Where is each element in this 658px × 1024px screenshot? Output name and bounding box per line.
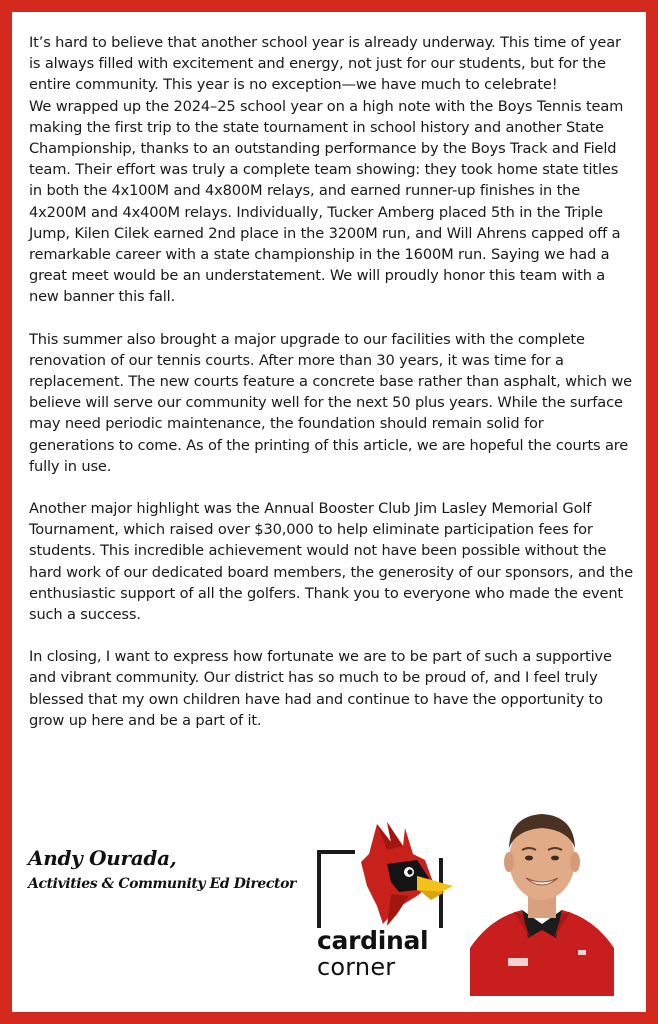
cardinal-head-icon (347, 820, 457, 928)
signature-block (28, 844, 296, 896)
cardinal-corner-logo (315, 820, 457, 992)
logo-wordmark (315, 928, 457, 980)
paragraph-golf-tournament: Another major highlight was the Annual Booster Club Jim Lasley Memorial Golf Tournament, which raised over $30,000 to help eliminate participation fees for students. This incredible achievement would not have been possible without the hard work of our dedicated board members, the generosity of our sponsors, and the enthusiastic support of all the golfers. Thank you to everyone who made the event such a success. (29, 500, 633, 624)
logo-word-corner: corner (317, 953, 396, 981)
signature-name: Andy Ourada, (28, 846, 177, 870)
article-body (29, 32, 633, 731)
signature-title: Activities & Community Ed Director (28, 876, 297, 892)
director-portrait (470, 798, 614, 996)
paragraph-tennis-courts: This summer also brought a major upgrade to our facilities with the complete renovation of our tennis courts. After more than 30 years, it was time for a replacement. The new courts feature a concrete base rather than asphalt, which we believe will serve our community well for the next 50 plus years. While the surface may need periodic maintenance, the foundation should remain solid for generations to come. As of the printing of this article, we are hopeful the courts are fully in use. (29, 330, 632, 475)
portrait-image (470, 798, 614, 996)
paragraph-closing: In closing, I want to express how fortunate we are to be part of such a supportive and vibrant community. Our district has so much to be proud of, and I feel truly blessed that my own children have had and continue to have the opportunity to grow up here and be a part of it. (29, 648, 612, 729)
paragraph-intro: It’s hard to believe that another school year is already underway. This time of year is always filled with excitement and energy, not just for our students, but for the entire community. This year is no exception—we have much to celebrate! (29, 34, 621, 94)
paragraph-track-and-tennis: We wrapped up the 2024–25 school year on a high note with the Boys Tennis team making the first trip to the state tournament in school history and another State Championship, thanks to an outstanding performance by the Boys Track and Field team. Their effort was truly a complete team showing: they took home state titles in both the 4x100M and 4x800M relays, and earned runner-up finishes in the 4x200M and 4x400M relays. Individually, Tucker Amberg placed 5th in the Triple Jump, Kilen Cilek earned 2nd place in the 3200M run, and Will Ahrens capped off a remarkable career with a state championship in the 1600M run. Saying we had a great meet would be an understatement. We will proudly honor this team with a new banner this fall. (29, 97, 624, 306)
newsletter-page (12, 12, 646, 1012)
logo-word-cardinal: cardinal (317, 926, 429, 955)
